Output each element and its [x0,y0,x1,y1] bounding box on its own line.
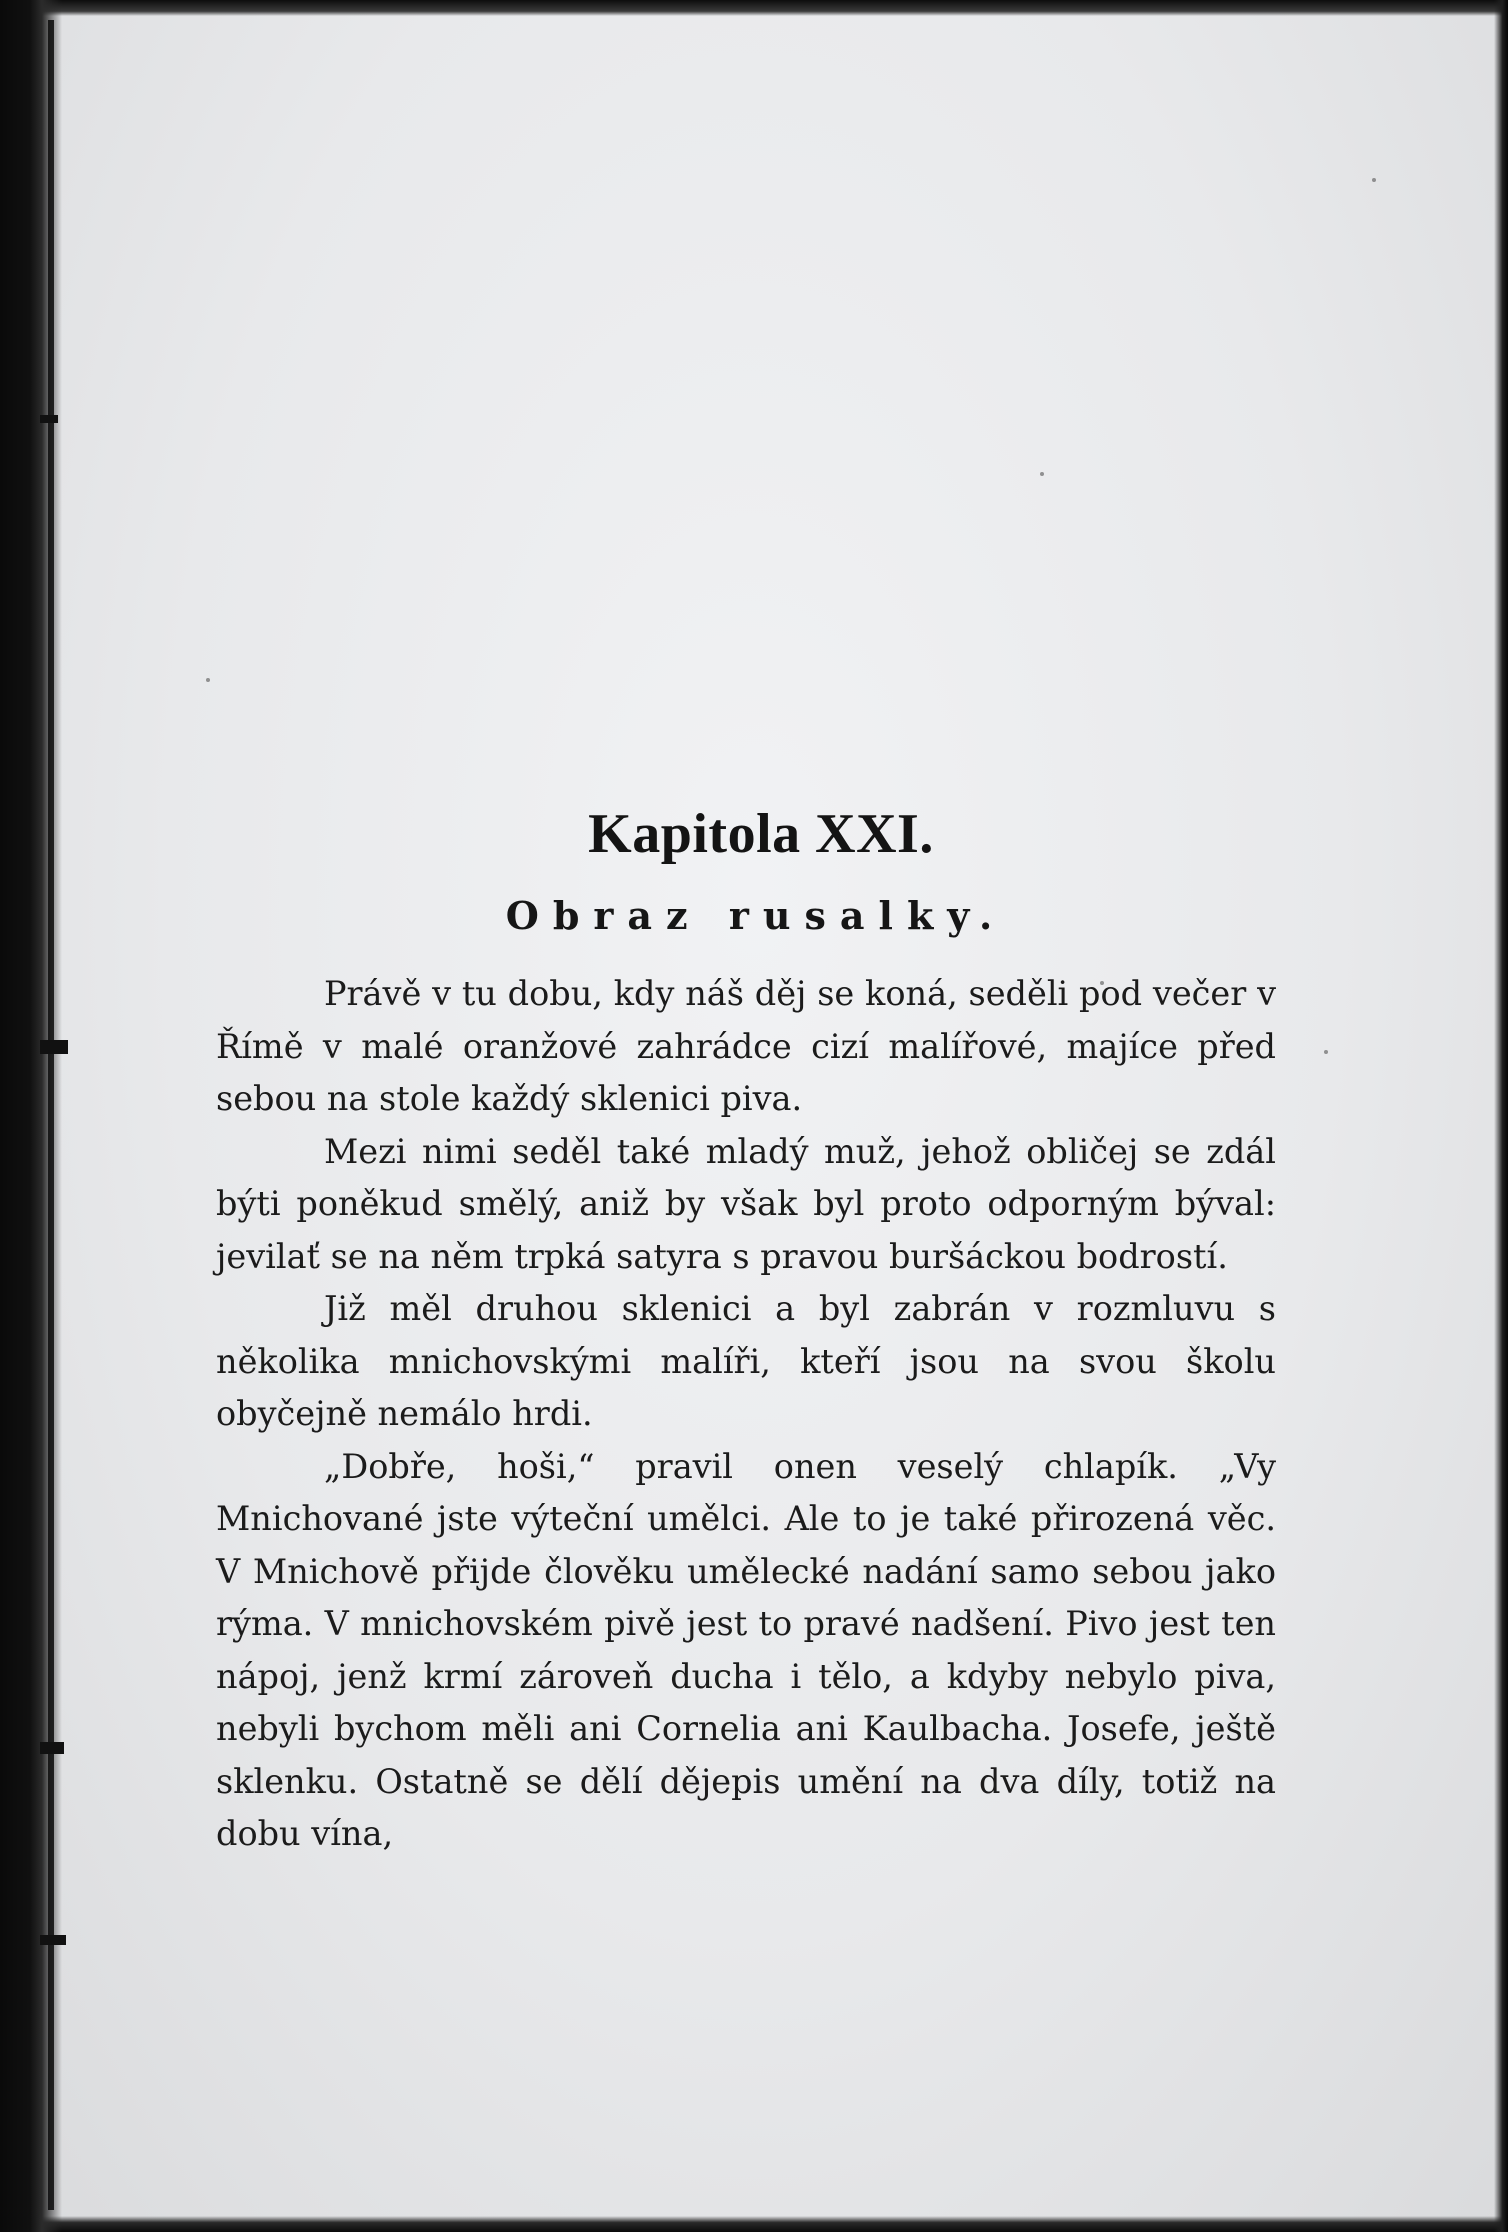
paper-speck [1372,178,1376,182]
binding-mark [40,415,58,423]
scan-edge-top [0,0,1508,16]
chapter-content [216,790,1276,1861]
paragraph: „Dobře, hoši,“ pravil onen veselý chlapík. „Vy Mnichované jste výteční umělci. Ale to je také přirozená věc. V Mnichově přijde člověku umělecké nadání samo sebou jako rýma. V mnichovském pivě jest to pravé nadšení. Pivo jest ten nápoj, jenž krmí zároveň ducha i tělo, a kdyby nebylo piva, nebyli bychom měli ani Cornelia ani Kaulbacha. Josefe, ještě sklenku. Ostatně se dělí dějepis umění na dva díly, totiž na dobu vína, [216,1446,1276,1853]
paper-speck [206,678,210,682]
binding-shadow [48,20,54,2210]
binding-mark [40,1935,66,1945]
chapter-body [216,968,1276,1861]
paragraph: Mezi nimi seděl také mladý muž, jehož obličej se zdál býti poněkud smělý, aniž by však byl proto odporným býval: jevilať se na něm trpká satyra s pravou buršáckou bodrostí. [216,1131,1276,1276]
scan-edge-right [1494,0,1508,2232]
scan-edge-bottom [0,2216,1508,2232]
binding-mark [40,1742,64,1754]
paragraph: Již měl druhou sklenici a byl zabrán v rozmluvu s několika mnichovskými malíři, kteří jsou na svou školu obyčejně nemálo hrdi. [216,1289,1276,1433]
chapter-title: Kapitola XXI. [588,803,934,865]
paper-speck [1040,472,1044,476]
chapter-subtitle: Obraz rusalky. [505,893,1007,938]
binding-mark [40,1040,68,1054]
paper-speck [1324,1050,1328,1054]
paragraph: Právě v tu dobu, kdy náš děj se koná, seděli pod večer v Římě v malé oranžové zahrádce cizí malířové, majíce před sebou na stole každý sklenici piva. [216,974,1276,1118]
